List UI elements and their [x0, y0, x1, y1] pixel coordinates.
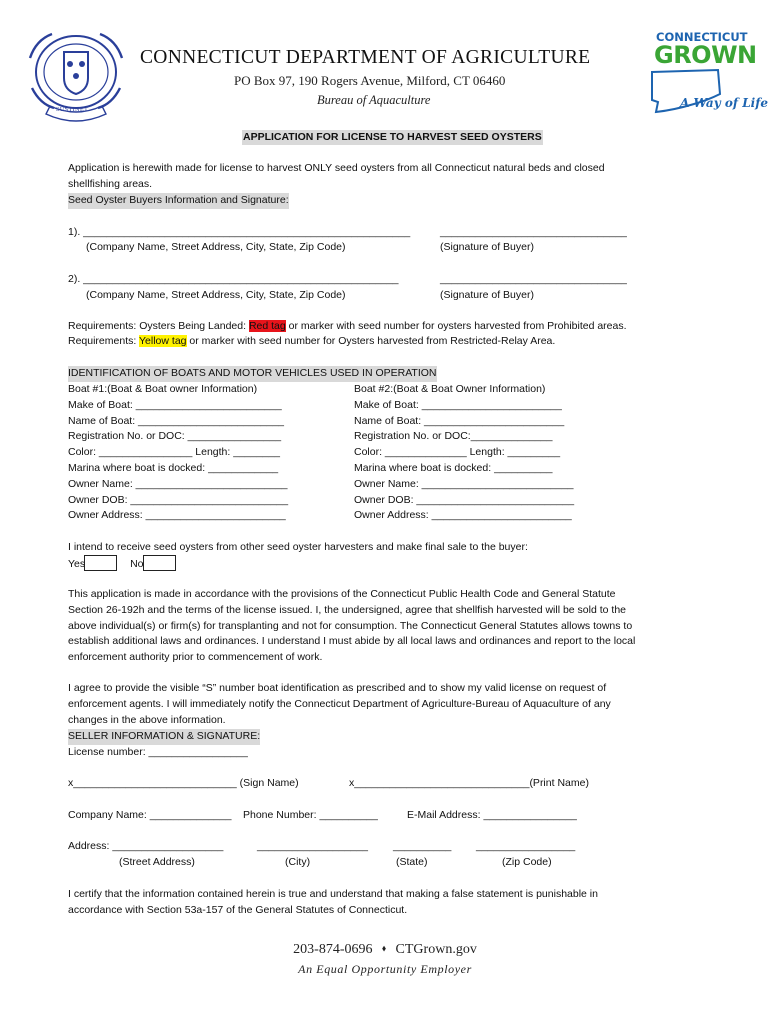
buyer-2-signature-caption: (Signature of Buyer) — [440, 289, 534, 301]
footer-phone: 203-874-0696 — [293, 942, 373, 957]
street-address-field[interactable]: Address: ___________________ — [68, 840, 224, 852]
certify-paragraph — [68, 887, 598, 919]
sign-name-field[interactable]: x____________________________ (Sign Name) — [68, 777, 299, 789]
legal-line: enforcement authority prior to commencement of work. — [68, 651, 323, 664]
boat-1-owner-name-field[interactable]: Owner Name: __________________________ — [68, 477, 288, 490]
boat-2-name-field[interactable]: Name of Boat: ________________________ — [354, 414, 565, 427]
requirement-prefix: Requirements: — [68, 335, 140, 347]
boat-1-registration-field[interactable]: Registration No. or DOC: ________________ — [68, 430, 282, 443]
legal-line: establish additional laws and ordinances. I understand I must abide by all local laws and ordinances and report to the local — [68, 635, 636, 648]
state-caption: (State) — [396, 856, 428, 868]
department-title: CONNECTICUT DEPARTMENT OF AGRICULTURE — [140, 47, 591, 68]
intent-options — [68, 555, 176, 573]
boat-2-color-length-field[interactable]: Color: ______________ Length: _________ — [354, 446, 561, 459]
intro-line-1: Application is herewith made for license to harvest ONLY seed oysters from all Connecticut natural beds and closed — [68, 162, 605, 174]
requirement-red-tag — [68, 319, 627, 335]
boat-2-registration-field[interactable]: Registration No. or DOC:______________ — [354, 430, 553, 443]
requirement-suffix: or marker with seed number for oysters harvested from Prohibited areas. — [285, 320, 627, 332]
company-name-field[interactable]: Company Name: ______________ — [68, 809, 232, 821]
buyer-2-signature-line[interactable]: ________________________________ — [440, 273, 627, 285]
legal-paragraph — [68, 587, 635, 666]
phone-number-field[interactable]: Phone Number: __________ — [243, 809, 378, 821]
bureau-name: Bureau of Aquaculture — [317, 93, 431, 107]
diamond-separator-icon: ⬧ — [381, 943, 387, 953]
boat-1-marina-field[interactable]: Marina where boat is docked: ____________ — [68, 461, 279, 474]
boat-1-owner-dob-field[interactable]: Owner DOB: ___________________________ — [68, 493, 289, 506]
boat-2-header: Boat #2:(Boat & Boat Owner Information) — [354, 383, 546, 395]
certify-line: I certify that the information contained herein is true and understand that making a false statement is punishable in — [68, 888, 598, 900]
buyer-2-company-line[interactable]: 2). ______________________________________________________ — [68, 273, 399, 285]
footer-website[interactable]: CTGrown.gov — [395, 942, 477, 957]
yellow-tag-label: Yellow tag — [139, 335, 187, 347]
zip-caption: (Zip Code) — [502, 856, 552, 868]
boat-2-owner-address-field[interactable]: Owner Address: ________________________ — [354, 509, 572, 522]
requirement-suffix: or marker with seed number for Oysters harvested from Restricted-Relay Area. — [186, 335, 556, 347]
agreement-line: I agree to provide the visible “S” number boat identification as prescribed and to show my valid license on request of — [68, 682, 607, 694]
logo-tagline: A Way of Life — [680, 96, 768, 110]
legal-line: This application is made in accordance with the provisions of the Connecticut Public Health Code and General Statute — [68, 588, 616, 600]
city-caption: (City) — [285, 856, 311, 868]
boat-1-owner-address-field[interactable]: Owner Address: ________________________ — [68, 509, 286, 522]
state-field[interactable]: __________ — [393, 840, 452, 852]
department-address: PO Box 97, 190 Rogers Avenue, Milford, CT 06460 — [234, 73, 506, 88]
email-address-field[interactable]: E-Mail Address: ________________ — [407, 809, 577, 821]
print-name-field[interactable]: x______________________________(Print Name) — [349, 777, 589, 789]
buyer-1-signature-caption: (Signature of Buyer) — [440, 241, 534, 253]
boat-2-owner-dob-field[interactable]: Owner DOB: ___________________________ — [354, 493, 575, 506]
footer-eoe: An Equal Opportunity Employer — [298, 962, 472, 976]
yes-checkbox[interactable] — [84, 555, 117, 571]
intro-line-2: shellfishing areas. — [68, 178, 153, 190]
requirement-prefix: Requirements: Oysters Being Landed: — [68, 320, 249, 332]
logo-grown-text: GROWN — [654, 41, 757, 69]
boat-2-column — [354, 382, 574, 524]
boat-2-owner-name-field[interactable]: Owner Name: __________________________ — [354, 477, 574, 490]
license-number-field[interactable]: License number: _________________ — [68, 746, 248, 758]
certify-line: accordance with Section 53a-157 of the General Statutes of Connecticut. — [68, 903, 408, 916]
requirement-yellow-tag — [68, 334, 555, 350]
city-field[interactable]: ___________________ — [257, 840, 368, 852]
legal-line: above individual(s) or firm(s) for transplanting and not for consumption. The Connecticut General Statutes allows towns to — [68, 619, 633, 632]
boat-1-column — [68, 382, 288, 524]
red-tag-label: Red tag — [248, 320, 286, 332]
buyer-1-company-line[interactable]: 1). ________________________________________________________ — [68, 226, 411, 238]
logo-connecticut-text: CONNECTICUT — [656, 30, 748, 44]
yes-label: Yes — [68, 558, 86, 570]
agreement-line: changes in the above information. — [68, 713, 226, 726]
street-address-caption: (Street Address) — [119, 856, 195, 868]
buyer-1-company-caption: (Company Name, Street Address, City, State, Zip Code) — [86, 241, 346, 253]
no-checkbox[interactable] — [143, 555, 176, 571]
zip-field[interactable]: _________________ — [476, 840, 576, 852]
boat-2-make-field[interactable]: Make of Boat: ________________________ — [354, 398, 562, 411]
intent-statement: I intend to receive seed oysters from other seed oyster harvesters and make final sale to the buyer: — [68, 541, 528, 553]
boat-2-marina-field[interactable]: Marina where boat is docked: __________ — [354, 461, 553, 474]
buyer-2-company-caption: (Company Name, Street Address, City, State, Zip Code) — [86, 289, 346, 301]
agreement-paragraph — [68, 681, 611, 728]
form-title: APPLICATION FOR LICENSE TO HARVEST SEED OYSTERS — [243, 131, 542, 143]
buyer-1-signature-line[interactable]: ________________________________ — [440, 226, 627, 238]
boats-section-heading: IDENTIFICATION OF BOATS AND MOTOR VEHICLES USED IN OPERATION — [68, 366, 437, 382]
boat-1-color-length-field[interactable]: Color: ________________ Length: ________ — [68, 446, 280, 459]
state-seal — [20, 24, 132, 124]
no-label: No — [130, 558, 144, 570]
buyers-section-heading: Seed Oyster Buyers Information and Signature: — [68, 193, 289, 209]
seller-section-heading: SELLER INFORMATION & SIGNATURE: — [68, 729, 260, 745]
footer-contact — [0, 942, 770, 958]
boat-1-header: Boat #1:(Boat & Boat owner Information) — [68, 383, 258, 395]
legal-line: Section 26-192h and the terms of the license issued. I, the undersigned, agree that shellfish harvested will be sold to the — [68, 603, 627, 616]
seal-motto: SUSTINET — [56, 107, 89, 113]
boat-1-name-field[interactable]: Name of Boat: _________________________ — [68, 414, 285, 427]
boat-1-make-field[interactable]: Make of Boat: _________________________ — [68, 398, 282, 411]
agreement-line: enforcement agents. I will immediately notify the Connecticut Department of Agriculture-Bureau of Aquaculture of any — [68, 697, 611, 710]
ct-grown-logo — [644, 30, 768, 120]
